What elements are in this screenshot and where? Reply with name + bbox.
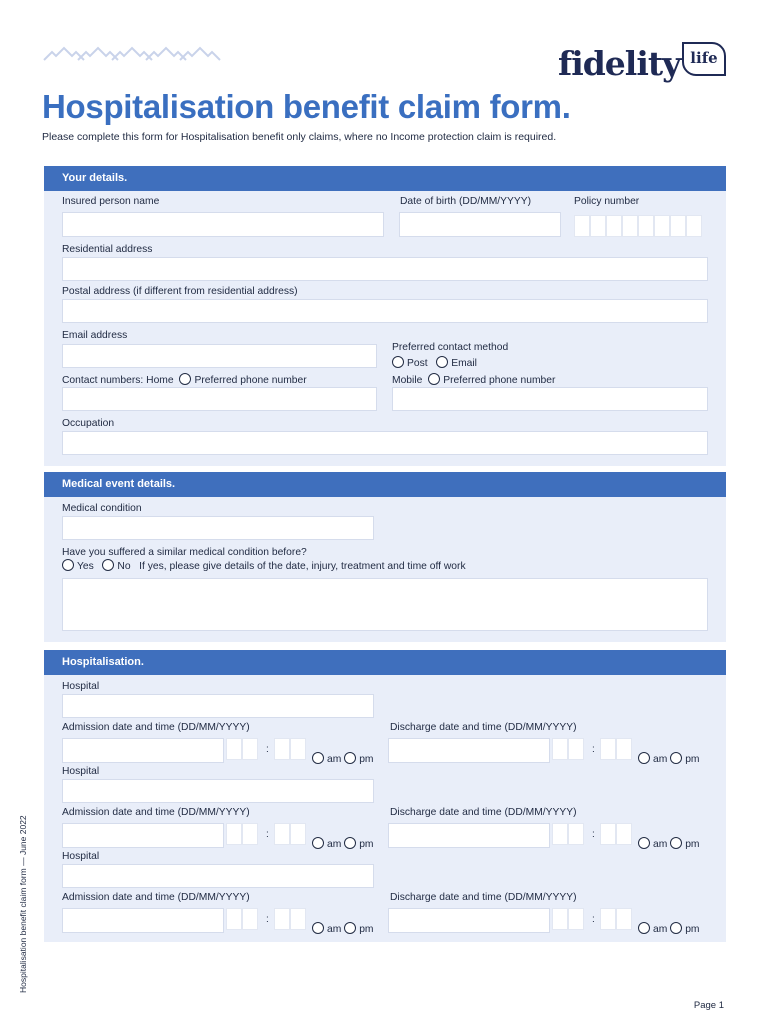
email-option-label: Email <box>451 358 477 369</box>
discharge-label: Discharge date and time (DD/MM/YYYY) <box>390 892 577 903</box>
hospitalisation-heading: Hospitalisation. <box>44 650 726 675</box>
policy-number-label: Policy number <box>574 196 640 207</box>
time-colon: : <box>592 829 595 840</box>
page-number: Page 1 <box>693 1000 724 1011</box>
no-label: No <box>117 561 131 572</box>
decorative-pattern-icon <box>42 38 222 66</box>
am-radio[interactable] <box>312 922 324 934</box>
time-colon: : <box>266 829 269 840</box>
pm-label: pm <box>359 754 374 765</box>
admission-hour-input[interactable] <box>226 908 258 930</box>
am-radio[interactable] <box>638 922 650 934</box>
discharge-date-input[interactable] <box>388 738 550 763</box>
am-radio[interactable] <box>312 837 324 849</box>
mobile-phone-input[interactable] <box>392 387 708 411</box>
hospital-input[interactable] <box>62 779 374 803</box>
similar-condition-question: Have you suffered a similar medical condition before? <box>62 547 307 558</box>
insured-name-label: Insured person name <box>62 196 160 207</box>
admission-minute-input[interactable] <box>274 823 306 845</box>
time-colon: : <box>266 744 269 755</box>
discharge-ampm <box>638 922 700 935</box>
mobile-label: Mobile <box>392 375 423 386</box>
no-radio[interactable] <box>102 559 114 571</box>
page-subtitle: Please complete this form for Hospitalisation benefit only claims, where no Income protection claim is required. <box>42 131 557 143</box>
discharge-ampm <box>638 752 700 765</box>
home-phone-label-row <box>62 373 307 386</box>
brand-name: fidelity <box>558 44 681 83</box>
postal-address-input[interactable] <box>62 299 708 323</box>
discharge-hour-input[interactable] <box>552 908 584 930</box>
medical-condition-input[interactable] <box>62 516 374 540</box>
page-title: Hospitalisation benefit claim form. <box>42 88 571 125</box>
similar-condition-details-input[interactable] <box>62 578 708 631</box>
your-details-heading: Your details. <box>44 166 726 191</box>
home-phone-input[interactable] <box>62 387 377 411</box>
residential-address-label: Residential address <box>62 244 153 255</box>
discharge-minute-input[interactable] <box>600 908 632 930</box>
occupation-input[interactable] <box>62 431 708 455</box>
admission-hour-input[interactable] <box>226 738 258 760</box>
time-colon: : <box>592 744 595 755</box>
mobile-preferred-label: Preferred phone number <box>443 375 556 386</box>
admission-label: Admission date and time (DD/MM/YYYY) <box>62 892 250 903</box>
contact-method-options <box>392 356 477 369</box>
am-label: am <box>327 839 342 850</box>
pm-label: pm <box>359 924 374 935</box>
postal-address-label: Postal address (if different from residential address) <box>62 286 298 297</box>
discharge-date-input[interactable] <box>388 823 550 848</box>
discharge-hour-input[interactable] <box>552 823 584 845</box>
yes-label: Yes <box>77 561 94 572</box>
admission-minute-input[interactable] <box>274 738 306 760</box>
hospital-label: Hospital <box>62 681 100 692</box>
policy-number-input[interactable] <box>574 215 702 237</box>
email-address-input[interactable] <box>62 344 377 368</box>
hospital-label: Hospital <box>62 851 100 862</box>
admission-label: Admission date and time (DD/MM/YYYY) <box>62 807 250 818</box>
side-footer-text: Hospitalisation benefit claim form — June 2022 <box>18 815 28 993</box>
residential-address-input[interactable] <box>62 257 708 281</box>
admission-label: Admission date and time (DD/MM/YYYY) <box>62 722 250 733</box>
pm-radio[interactable] <box>670 752 682 764</box>
am-radio[interactable] <box>638 752 650 764</box>
pm-radio[interactable] <box>344 922 356 934</box>
am-label: am <box>327 754 342 765</box>
discharge-label: Discharge date and time (DD/MM/YYYY) <box>390 722 577 733</box>
medical-condition-label: Medical condition <box>62 503 142 514</box>
hospital-label: Hospital <box>62 766 100 777</box>
discharge-minute-input[interactable] <box>600 738 632 760</box>
admission-minute-input[interactable] <box>274 908 306 930</box>
email-radio[interactable] <box>436 356 448 368</box>
home-preferred-label: Preferred phone number <box>194 375 307 386</box>
brand-tagline: life <box>682 42 726 76</box>
admission-date-input[interactable] <box>62 738 224 763</box>
hospitalisation-section <box>44 650 726 942</box>
email-address-label: Email address <box>62 330 128 341</box>
am-radio[interactable] <box>312 752 324 764</box>
occupation-label: Occupation <box>62 418 115 429</box>
your-details-section <box>44 166 726 466</box>
admission-date-input[interactable] <box>62 823 224 848</box>
post-option-label: Post <box>407 358 428 369</box>
brand-logo <box>558 40 730 94</box>
dob-input[interactable] <box>399 212 561 237</box>
pm-radio[interactable] <box>670 837 682 849</box>
mobile-preferred-radio[interactable] <box>428 373 440 385</box>
home-phone-label: Contact numbers: Home <box>62 375 174 386</box>
admission-ampm <box>312 752 374 765</box>
discharge-date-input[interactable] <box>388 908 550 933</box>
pm-radio[interactable] <box>344 837 356 849</box>
medical-event-section <box>44 472 726 642</box>
yes-radio[interactable] <box>62 559 74 571</box>
discharge-hour-input[interactable] <box>552 738 584 760</box>
pm-label: pm <box>359 839 374 850</box>
details-label: If yes, please give details of the date, injury, treatment and time off work <box>139 561 466 572</box>
medical-event-heading: Medical event details. <box>44 472 726 497</box>
admission-ampm <box>312 837 374 850</box>
discharge-label: Discharge date and time (DD/MM/YYYY) <box>390 807 577 818</box>
admission-ampm <box>312 922 374 935</box>
contact-method-label: Preferred contact method <box>392 342 509 353</box>
admission-hour-input[interactable] <box>226 823 258 845</box>
am-label: am <box>653 924 668 935</box>
pm-label: pm <box>685 754 700 765</box>
pm-radio[interactable] <box>344 752 356 764</box>
am-label: am <box>653 839 668 850</box>
admission-date-input[interactable] <box>62 908 224 933</box>
dob-label: Date of birth (DD/MM/YYYY) <box>400 196 532 207</box>
am-label: am <box>327 924 342 935</box>
am-label: am <box>653 754 668 765</box>
pm-label: pm <box>685 839 700 850</box>
hospital-input[interactable] <box>62 864 374 888</box>
pm-label: pm <box>685 924 700 935</box>
post-radio[interactable] <box>392 356 404 368</box>
similar-condition-options <box>62 559 466 572</box>
discharge-minute-input[interactable] <box>600 823 632 845</box>
discharge-ampm <box>638 837 700 850</box>
time-colon: : <box>266 914 269 925</box>
pm-radio[interactable] <box>670 922 682 934</box>
time-colon: : <box>592 914 595 925</box>
hospital-input[interactable] <box>62 694 374 718</box>
insured-name-input[interactable] <box>62 212 384 237</box>
home-preferred-radio[interactable] <box>179 373 191 385</box>
mobile-label-row <box>392 373 555 386</box>
am-radio[interactable] <box>638 837 650 849</box>
